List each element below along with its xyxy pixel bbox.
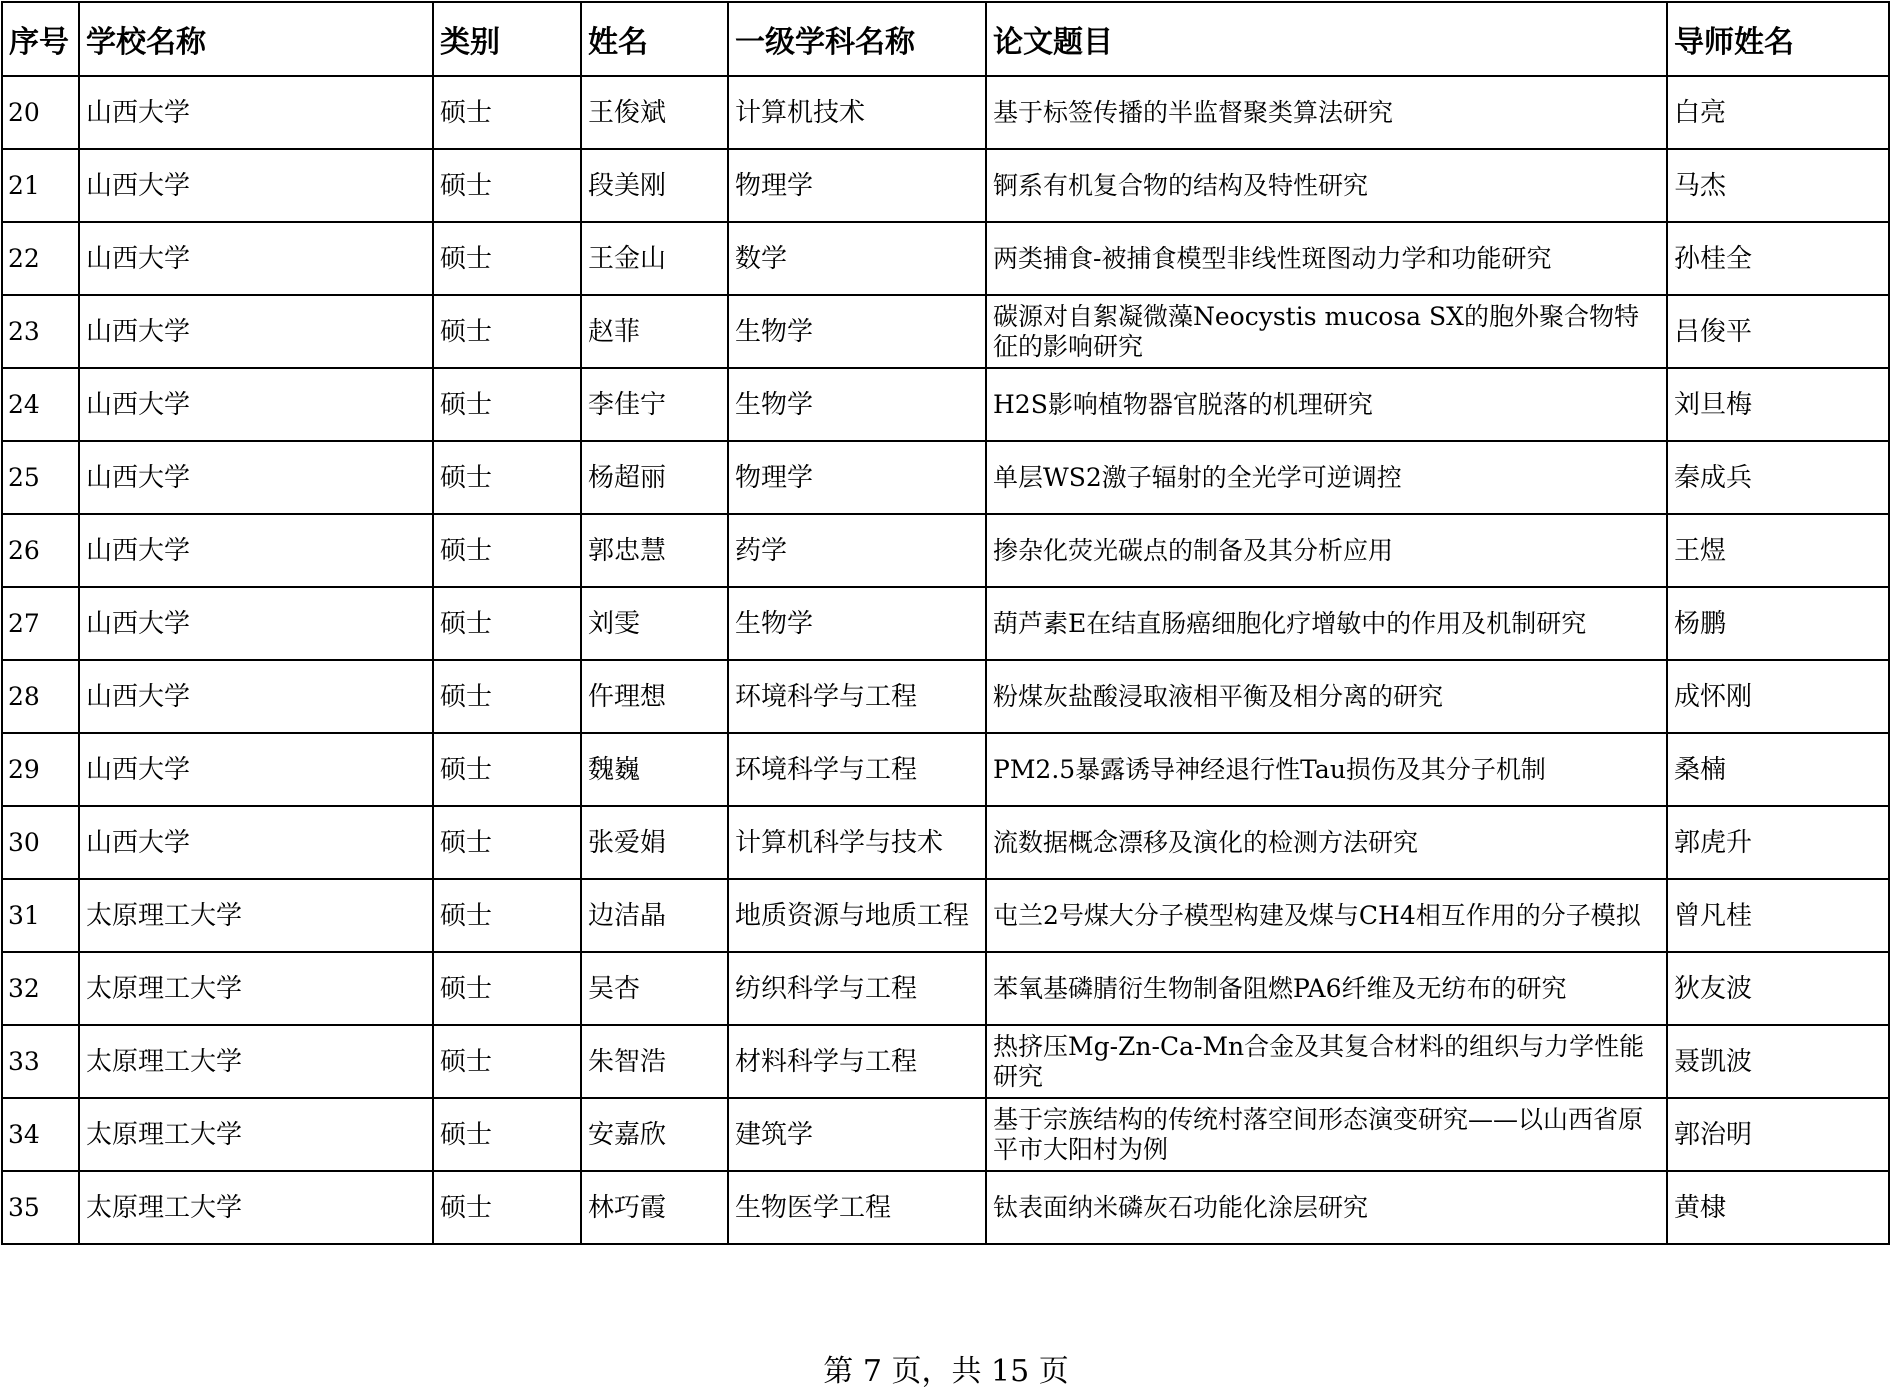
- table-row: [2, 660, 1889, 733]
- table-row: [2, 368, 1889, 441]
- cell-school: 山西大学: [79, 514, 433, 587]
- cell-advisor: 郭虎升: [1667, 806, 1889, 879]
- header-discipline: 一级学科名称: [728, 2, 986, 76]
- cell-advisor: 郭治明: [1667, 1098, 1889, 1171]
- table-row: [2, 879, 1889, 952]
- cell-thesis: H2S影响植物器官脱落的机理研究: [986, 368, 1667, 441]
- cell-category: 硕士: [433, 587, 581, 660]
- cell-thesis: PM2.5暴露诱导神经退行性Tau损伤及其分子机制: [986, 733, 1667, 806]
- table-row: [2, 222, 1889, 295]
- cell-school: 山西大学: [79, 222, 433, 295]
- cell-category: 硕士: [433, 368, 581, 441]
- cell-name: 段美刚: [581, 149, 728, 222]
- table-row: [2, 295, 1889, 368]
- cell-no: 32: [2, 952, 79, 1025]
- cell-thesis: 热挤压Mg-Zn-Ca-Mn合金及其复合材料的组织与力学性能研究: [986, 1025, 1667, 1098]
- cell-name: 王金山: [581, 222, 728, 295]
- cell-name: 魏巍: [581, 733, 728, 806]
- cell-advisor: 王煜: [1667, 514, 1889, 587]
- cell-category: 硕士: [433, 514, 581, 587]
- cell-thesis: 单层WS2激子辐射的全光学可逆调控: [986, 441, 1667, 514]
- cell-school: 山西大学: [79, 368, 433, 441]
- cell-thesis: 两类捕食-被捕食模型非线性斑图动力学和功能研究: [986, 222, 1667, 295]
- cell-discipline: 生物学: [728, 295, 986, 368]
- cell-thesis: 葫芦素E在结直肠癌细胞化疗增敏中的作用及机制研究: [986, 587, 1667, 660]
- cell-category: 硕士: [433, 1171, 581, 1244]
- cell-no: 24: [2, 368, 79, 441]
- cell-no: 34: [2, 1098, 79, 1171]
- cell-advisor: 秦成兵: [1667, 441, 1889, 514]
- cell-discipline: 药学: [728, 514, 986, 587]
- cell-no: 25: [2, 441, 79, 514]
- cell-school: 山西大学: [79, 733, 433, 806]
- cell-school: 太原理工大学: [79, 952, 433, 1025]
- table-body: [2, 76, 1889, 1244]
- cell-school: 山西大学: [79, 149, 433, 222]
- cell-category: 硕士: [433, 76, 581, 149]
- cell-advisor: 白亮: [1667, 76, 1889, 149]
- cell-discipline: 计算机科学与技术: [728, 806, 986, 879]
- cell-category: 硕士: [433, 149, 581, 222]
- cell-advisor: 刘旦梅: [1667, 368, 1889, 441]
- cell-name: 张爱娟: [581, 806, 728, 879]
- cell-discipline: 地质资源与地质工程: [728, 879, 986, 952]
- cell-discipline: 环境科学与工程: [728, 733, 986, 806]
- cell-school: 太原理工大学: [79, 1098, 433, 1171]
- cell-name: 郭忠慧: [581, 514, 728, 587]
- cell-school: 山西大学: [79, 295, 433, 368]
- cell-name: 杨超丽: [581, 441, 728, 514]
- cell-name: 林巧霞: [581, 1171, 728, 1244]
- cell-discipline: 生物学: [728, 368, 986, 441]
- cell-discipline: 生物医学工程: [728, 1171, 986, 1244]
- cell-thesis: 锕系有机复合物的结构及特性研究: [986, 149, 1667, 222]
- table-row: [2, 587, 1889, 660]
- cell-category: 硕士: [433, 879, 581, 952]
- cell-advisor: 曾凡桂: [1667, 879, 1889, 952]
- cell-thesis: 碳源对自絮凝微藻Neocystis mucosa SX的胞外聚合物特征的影响研究: [986, 295, 1667, 368]
- cell-advisor: 马杰: [1667, 149, 1889, 222]
- page-footer: 第 7 页，共 15 页: [823, 1354, 1069, 1389]
- cell-discipline: 环境科学与工程: [728, 660, 986, 733]
- table-row: [2, 952, 1889, 1025]
- header-thesis: 论文题目: [986, 2, 1667, 76]
- cell-category: 硕士: [433, 952, 581, 1025]
- cell-name: 吴杏: [581, 952, 728, 1025]
- cell-category: 硕士: [433, 441, 581, 514]
- table-row: [2, 1025, 1889, 1098]
- table-row: [2, 806, 1889, 879]
- header-name: 姓名: [581, 2, 728, 76]
- cell-discipline: 数学: [728, 222, 986, 295]
- table-row: [2, 441, 1889, 514]
- table-row: [2, 149, 1889, 222]
- cell-no: 22: [2, 222, 79, 295]
- cell-no: 21: [2, 149, 79, 222]
- cell-discipline: 材料科学与工程: [728, 1025, 986, 1098]
- header-row: [2, 2, 1889, 76]
- cell-category: 硕士: [433, 660, 581, 733]
- cell-category: 硕士: [433, 733, 581, 806]
- cell-advisor: 吕俊平: [1667, 295, 1889, 368]
- cell-name: 安嘉欣: [581, 1098, 728, 1171]
- header-category: 类别: [433, 2, 581, 76]
- cell-advisor: 成怀刚: [1667, 660, 1889, 733]
- cell-no: 26: [2, 514, 79, 587]
- cell-discipline: 建筑学: [728, 1098, 986, 1171]
- table-row: [2, 1098, 1889, 1171]
- cell-thesis: 掺杂化荧光碳点的制备及其分析应用: [986, 514, 1667, 587]
- cell-thesis: 流数据概念漂移及演化的检测方法研究: [986, 806, 1667, 879]
- cell-no: 33: [2, 1025, 79, 1098]
- cell-name: 王俊斌: [581, 76, 728, 149]
- cell-thesis: 屯兰2号煤大分子模型构建及煤与CH4相互作用的分子模拟: [986, 879, 1667, 952]
- cell-discipline: 物理学: [728, 149, 986, 222]
- cell-name: 李佳宁: [581, 368, 728, 441]
- cell-category: 硕士: [433, 1098, 581, 1171]
- cell-discipline: 物理学: [728, 441, 986, 514]
- cell-no: 28: [2, 660, 79, 733]
- cell-advisor: 狄友波: [1667, 952, 1889, 1025]
- cell-no: 31: [2, 879, 79, 952]
- cell-thesis: 钛表面纳米磷灰石功能化涂层研究: [986, 1171, 1667, 1244]
- cell-discipline: 纺织科学与工程: [728, 952, 986, 1025]
- cell-school: 山西大学: [79, 587, 433, 660]
- table-row: [2, 76, 1889, 149]
- cell-no: 30: [2, 806, 79, 879]
- cell-name: 朱智浩: [581, 1025, 728, 1098]
- header-advisor: 导师姓名: [1667, 2, 1889, 76]
- cell-advisor: 桑楠: [1667, 733, 1889, 806]
- cell-no: 23: [2, 295, 79, 368]
- cell-name: 赵菲: [581, 295, 728, 368]
- header-school: 学校名称: [79, 2, 433, 76]
- cell-advisor: 黄棣: [1667, 1171, 1889, 1244]
- cell-school: 太原理工大学: [79, 1171, 433, 1244]
- header-no: 序号: [2, 2, 79, 76]
- cell-category: 硕士: [433, 222, 581, 295]
- cell-advisor: 杨鹏: [1667, 587, 1889, 660]
- cell-thesis: 基于标签传播的半监督聚类算法研究: [986, 76, 1667, 149]
- cell-advisor: 聂凯波: [1667, 1025, 1889, 1098]
- cell-thesis: 粉煤灰盐酸浸取液相平衡及相分离的研究: [986, 660, 1667, 733]
- cell-name: 边洁晶: [581, 879, 728, 952]
- cell-no: 20: [2, 76, 79, 149]
- cell-name: 刘雯: [581, 587, 728, 660]
- cell-category: 硕士: [433, 806, 581, 879]
- cell-no: 29: [2, 733, 79, 806]
- cell-thesis: 苯氧基磷腈衍生物制备阻燃PA6纤维及无纺布的研究: [986, 952, 1667, 1025]
- table-row: [2, 514, 1889, 587]
- cell-school: 山西大学: [79, 806, 433, 879]
- cell-category: 硕士: [433, 1025, 581, 1098]
- cell-school: 山西大学: [79, 441, 433, 514]
- cell-school: 山西大学: [79, 76, 433, 149]
- cell-name: 仵理想: [581, 660, 728, 733]
- cell-no: 27: [2, 587, 79, 660]
- cell-school: 山西大学: [79, 660, 433, 733]
- cell-no: 35: [2, 1171, 79, 1244]
- table-row: [2, 733, 1889, 806]
- cell-thesis: 基于宗族结构的传统村落空间形态演变研究——以山西省原平市大阳村为例: [986, 1098, 1667, 1171]
- cell-discipline: 生物学: [728, 587, 986, 660]
- cell-category: 硕士: [433, 295, 581, 368]
- thesis-table: [1, 1, 1890, 1245]
- cell-advisor: 孙桂全: [1667, 222, 1889, 295]
- cell-school: 太原理工大学: [79, 1025, 433, 1098]
- cell-school: 太原理工大学: [79, 879, 433, 952]
- cell-discipline: 计算机技术: [728, 76, 986, 149]
- table-row: [2, 1171, 1889, 1244]
